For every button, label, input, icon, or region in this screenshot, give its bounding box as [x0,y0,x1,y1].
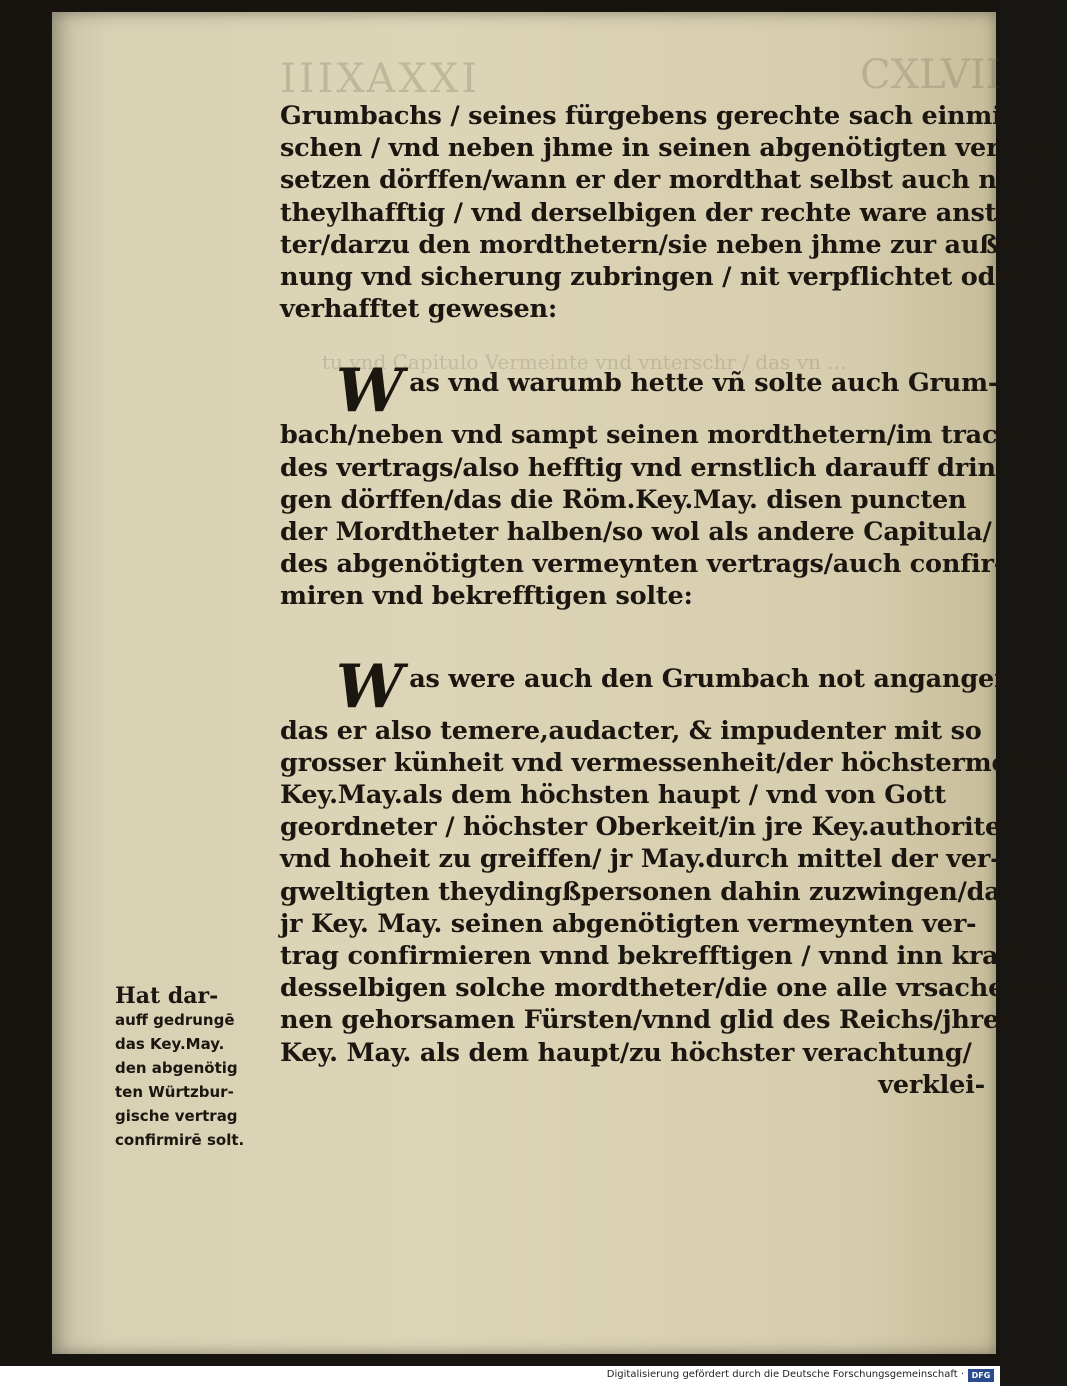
text-line: Grumbachs / seines fürgebens gerechte sach einmi- [280,101,1013,131]
text-line: gweltigten theydingßpersonen dahin zuzwingen/das [280,876,1015,907]
bleed-through-text: tu vnd Capitulo Vermeinte vnd vnterschr / das vn ... [322,350,847,374]
text-line: theylhafftig / vnd derselbigen der rechte ware anstiff- [280,197,1037,228]
text-line: schen / vnd neben jhme in seinen abgenötigten vertrag [280,133,1059,164]
ghost-folio: CXLVII [860,52,1002,98]
text-line: geordneter / höchster Oberkeit/in jre Key.authoritet [280,812,1013,843]
text-line: ter/darzu den mordthetern/sie neben jhme zur außsö- [280,229,1040,260]
catchword: verklei- [878,1069,985,1100]
text-line: gen dörffen/das die Röm.Key.May. disen puncten [280,484,967,515]
text-line: trag confirmieren vnnd bekrefftigen / vnnd inn krafft [280,941,1032,972]
drop-initial: W [336,356,404,427]
text-line: des abgenötigten vermeynten vertrags/auch confir- [280,549,1005,580]
margin-line: gische vertrag [115,1107,238,1125]
text-line: bach/neben vnd sampt seinen mordthetern/im tractat [280,420,1037,451]
margin-line: confirmirē solt. [115,1131,245,1149]
margin-line: das Key.May. [115,1035,225,1053]
text-line: Key.May.als dem höchsten haupt / vnd von Gott [280,780,946,811]
text-line: nung vnd sicherung zubringen / nit verpflichtet oder [280,262,1025,293]
text-line: setzen dörffen/wann er der mordthat selbst auch nicht [280,165,1052,196]
margin-line: Hat dar- [115,983,219,1009]
text-line: Key. May. als dem haupt/zu höchster verachtung/ [280,1037,972,1068]
margin-line: ten Würtzbur- [115,1083,234,1101]
text-line: der Mordtheter halben/so wol als andere Capitula/ [280,517,992,548]
margin-line: auff gedrungē [115,1011,235,1029]
text-line: jr Key. May. seinen abgenötigten vermeynten ver- [280,908,977,939]
text-line: desselbigen solche mordtheter/die one alle vrsachen/ei- [280,973,1067,1004]
text-line: verhafftet gewesen: [280,294,558,325]
text-line: grosser künheit vnd vermessenheit/der höchstermelten [280,747,1063,778]
paragraph-1 [280,100,1059,325]
text-line: des vertrags/also hefftig vnd ernstlich darauff drin- [280,452,1007,483]
drop-initial: W [336,651,404,722]
ghost-header: IIIXAXXI [280,56,481,102]
funding-credit: Digitalisierung gefördert durch die Deutsche Forschungsgemeinschaft · [606,1369,964,1380]
text-line: vnd hoheit zu greiffen/ jr May.durch mittel der ver- [280,844,1001,875]
paragraph-3 [280,651,1067,1101]
text-line: nen gehorsamen Fürsten/vnnd glid des Reichs/jhrer [280,1005,1013,1036]
paragraph-2 [280,356,1037,612]
text-line: das er also temere,audacter, & impudenter mit so [280,715,982,746]
main-text-column [280,100,1067,1101]
text-line: miren vnd bekrefftigen solte: [280,581,693,612]
text-line: as vnd warumb hette vñ solte auch Grum- [409,368,999,399]
marginal-note [115,984,280,1152]
margin-line: den abgenötig [115,1059,238,1077]
footer-bar [0,1366,1000,1386]
dfg-logo: DFG [968,1369,994,1382]
text-line: as were auch den Grumbach not angangen/ [409,663,1022,694]
